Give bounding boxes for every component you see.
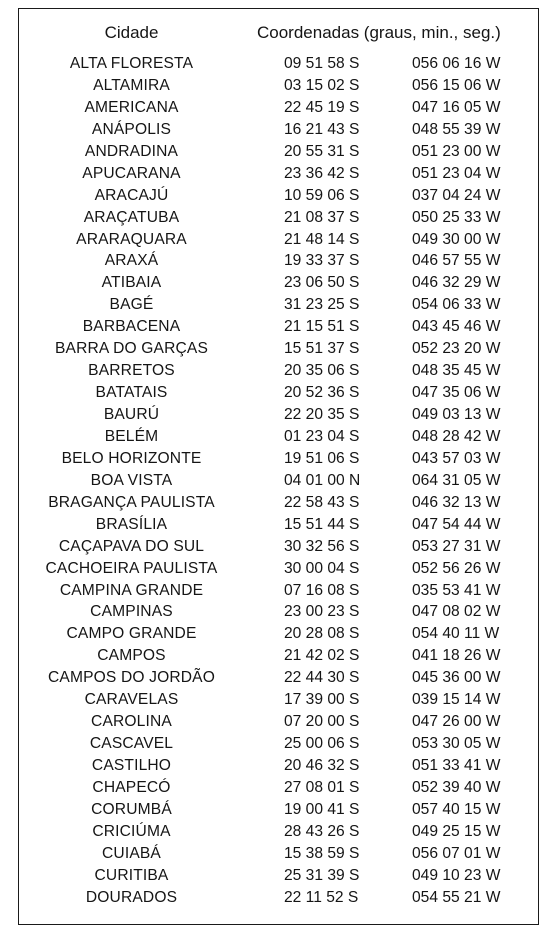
table-row	[19, 97, 538, 119]
latitude-value: 07 20 00 S	[284, 713, 360, 731]
latitude-value: 20 35 06 S	[284, 362, 360, 380]
table-row	[19, 163, 538, 185]
longitude-value: 056 06 16 W	[412, 55, 501, 72]
city-name: CAROLINA	[91, 713, 172, 731]
city-name: DOURADOS	[85, 888, 178, 906]
longitude-value: 056 07 01 W	[412, 844, 501, 862]
latitude-value: 22 58 43 S	[284, 493, 360, 511]
longitude-value: 041 18 26 W	[412, 647, 501, 665]
longitude-value: 043 45 46 W	[412, 318, 501, 336]
city-name: ATIBAIA	[101, 274, 162, 292]
latitude-value: 20 55 31 S	[284, 142, 360, 160]
longitude-value: 052 39 40 W	[412, 778, 501, 796]
coordinates-table	[18, 8, 539, 925]
longitude-value: 046 57 55 W	[412, 252, 501, 270]
city-name: APUCARANA	[82, 164, 181, 182]
latitude-value: 27 08 01 S	[284, 778, 360, 796]
latitude-value: 20 28 08 S	[284, 625, 360, 643]
latitude-value: 19 51 06 S	[284, 449, 360, 467]
city-name: BATATAIS	[95, 384, 168, 402]
city-name: CURITIBA	[94, 866, 169, 884]
longitude-value: 047 16 05 W	[412, 98, 501, 116]
table-header	[19, 18, 538, 48]
longitude-value: 049 30 00 W	[412, 230, 501, 248]
table-row	[19, 185, 538, 207]
longitude-value: 035 53 41 W	[412, 581, 501, 599]
table-row	[19, 667, 538, 689]
longitude-value: 046 32 13 W	[412, 493, 501, 511]
city-name: BELÉM	[104, 427, 159, 445]
longitude-value: 047 08 02 W	[412, 603, 501, 621]
longitude-value: 048 35 45 W	[412, 362, 501, 380]
city-name: CASTILHO	[91, 757, 172, 774]
city-name: BOA VISTA	[90, 471, 173, 489]
table-row	[19, 470, 538, 492]
city-name: CACHOEIRA PAULISTA	[45, 559, 218, 577]
longitude-value: 048 55 39 W	[412, 120, 501, 138]
latitude-value: 23 36 42 S	[284, 164, 360, 182]
table-row	[19, 777, 538, 799]
table-row	[19, 689, 538, 711]
longitude-value: 053 27 31 W	[412, 537, 501, 555]
table-row	[19, 229, 538, 251]
table-row	[19, 338, 538, 360]
city-name: BARRETOS	[88, 362, 175, 380]
longitude-value: 045 36 00 W	[412, 669, 501, 687]
latitude-value: 15 51 37 S	[284, 340, 360, 358]
latitude-value: 20 46 32 S	[284, 757, 360, 774]
table-body	[19, 53, 538, 909]
city-name: BAGÉ	[109, 296, 154, 314]
longitude-value: 046 32 29 W	[412, 274, 501, 292]
latitude-value: 21 08 37 S	[284, 208, 360, 226]
table-row	[19, 404, 538, 426]
longitude-value: 054 06 33 W	[412, 296, 501, 314]
latitude-value: 19 33 37 S	[284, 252, 360, 270]
city-name: ARAÇATUBA	[83, 208, 180, 226]
table-row	[19, 821, 538, 843]
latitude-value: 22 45 19 S	[284, 98, 360, 116]
latitude-value: 15 51 44 S	[284, 515, 360, 533]
table-row	[19, 558, 538, 580]
latitude-value: 23 06 50 S	[284, 274, 360, 292]
column-header-city: Cidade	[104, 23, 159, 42]
longitude-value: 047 35 06 W	[412, 384, 501, 402]
table-row	[19, 711, 538, 733]
table-row	[19, 207, 538, 229]
city-name: CAMPINA GRANDE	[59, 581, 204, 599]
latitude-value: 30 32 56 S	[284, 537, 360, 555]
longitude-value: 043 57 03 W	[412, 449, 501, 467]
longitude-value: 051 23 00 W	[412, 142, 501, 160]
latitude-value: 20 52 36 S	[284, 384, 360, 402]
table-row	[19, 250, 538, 272]
city-name: CASCAVEL	[89, 735, 174, 753]
longitude-value: 054 40 11 W	[412, 625, 500, 643]
longitude-value: 047 26 00 W	[412, 713, 501, 731]
city-name: CAMPINAS	[90, 603, 173, 621]
city-name: ARAXÁ	[104, 252, 159, 270]
longitude-value: 052 56 26 W	[412, 559, 501, 577]
city-name: CAMPOS	[97, 647, 166, 665]
city-name: CAMPOS DO JORDÃO	[47, 669, 216, 687]
table-row	[19, 360, 538, 382]
table-row	[19, 623, 538, 645]
city-name: CHAPECÓ	[92, 778, 171, 796]
latitude-value: 16 21 43 S	[284, 120, 360, 138]
latitude-value: 25 31 39 S	[284, 866, 360, 884]
longitude-value: 050 25 33 W	[412, 208, 501, 226]
column-header-coordinates: Coordenadas (graus, min., seg.)	[257, 23, 501, 42]
longitude-value: 049 10 23 W	[412, 866, 501, 884]
city-name: BAURÚ	[103, 406, 160, 423]
city-name: BRASÍLIA	[95, 515, 168, 533]
latitude-value: 22 11 52 S	[284, 888, 359, 906]
city-name: CAÇAPAVA DO SUL	[58, 537, 205, 555]
longitude-value: 054 55 21 W	[412, 888, 501, 906]
table-row	[19, 294, 538, 316]
latitude-value: 04 01 00 N	[284, 471, 361, 489]
latitude-value: 22 20 35 S	[284, 406, 360, 423]
latitude-value: 01 23 04 S	[284, 427, 360, 445]
table-row	[19, 448, 538, 470]
table-row	[19, 492, 538, 514]
longitude-value: 051 33 41 W	[412, 757, 501, 774]
longitude-value: 048 28 42 W	[412, 427, 501, 445]
city-name: BELO HORIZONTE	[61, 449, 202, 467]
table-row	[19, 382, 538, 404]
table-row	[19, 865, 538, 887]
city-name: BARRA DO GARÇAS	[54, 340, 209, 358]
city-name: CRICIÚMA	[92, 822, 171, 840]
latitude-value: 28 43 26 S	[284, 822, 360, 840]
latitude-value: 21 15 51 S	[284, 318, 360, 336]
longitude-value: 039 15 14 W	[412, 691, 501, 709]
latitude-value: 31 23 25 S	[284, 296, 360, 314]
table-row	[19, 514, 538, 536]
table-row	[19, 119, 538, 141]
city-name: ALTA FLORESTA	[69, 55, 194, 72]
city-name: CAMPO GRANDE	[66, 625, 197, 643]
longitude-value: 049 03 13 W	[412, 406, 501, 423]
city-name: CARAVELAS	[84, 691, 179, 709]
longitude-value: 064 31 05 W	[412, 471, 501, 489]
latitude-value: 30 00 04 S	[284, 559, 360, 577]
table-row	[19, 75, 538, 97]
latitude-value: 07 16 08 S	[284, 581, 360, 599]
city-name: ANÁPOLIS	[91, 120, 172, 138]
table-row	[19, 799, 538, 821]
latitude-value: 09 51 58 S	[284, 55, 360, 72]
table-row	[19, 601, 538, 623]
table-row	[19, 141, 538, 163]
table-row	[19, 426, 538, 448]
table-row	[19, 843, 538, 865]
latitude-value: 19 00 41 S	[284, 800, 360, 818]
table-row	[19, 755, 538, 777]
latitude-value: 10 59 06 S	[284, 186, 360, 204]
table-row	[19, 645, 538, 667]
latitude-value: 25 00 06 S	[284, 735, 360, 753]
city-name: AMERICANA	[84, 98, 179, 116]
city-name: ANDRADINA	[84, 142, 179, 160]
longitude-value: 049 25 15 W	[412, 822, 501, 840]
latitude-value: 21 48 14 S	[284, 230, 360, 248]
table-row	[19, 733, 538, 755]
city-name: CORUMBÁ	[91, 800, 172, 818]
longitude-value: 053 30 05 W	[412, 735, 501, 753]
longitude-value: 056 15 06 W	[412, 76, 501, 94]
city-name: ARARAQUARA	[76, 230, 187, 248]
longitude-value: 052 23 20 W	[412, 340, 501, 358]
table-row	[19, 316, 538, 338]
longitude-value: 057 40 15 W	[412, 800, 501, 818]
city-name: ALTAMIRA	[93, 76, 170, 94]
city-name: BRAGANÇA PAULISTA	[48, 493, 215, 511]
latitude-value: 15 38 59 S	[284, 844, 360, 862]
latitude-value: 21 42 02 S	[284, 647, 360, 665]
table-row	[19, 272, 538, 294]
city-name: BARBACENA	[82, 318, 181, 336]
latitude-value: 03 15 02 S	[284, 76, 360, 94]
longitude-value: 037 04 24 W	[412, 186, 501, 204]
city-name: ARACAJÚ	[94, 186, 169, 204]
latitude-value: 17 39 00 S	[284, 691, 360, 709]
table-row	[19, 53, 538, 75]
longitude-value: 051 23 04 W	[412, 164, 501, 182]
city-name: CUIABÁ	[102, 844, 161, 862]
longitude-value: 047 54 44 W	[412, 515, 501, 533]
latitude-value: 23 00 23 S	[284, 603, 360, 621]
table-row	[19, 887, 538, 909]
table-row	[19, 536, 538, 558]
table-row	[19, 580, 538, 602]
latitude-value: 22 44 30 S	[284, 669, 360, 687]
